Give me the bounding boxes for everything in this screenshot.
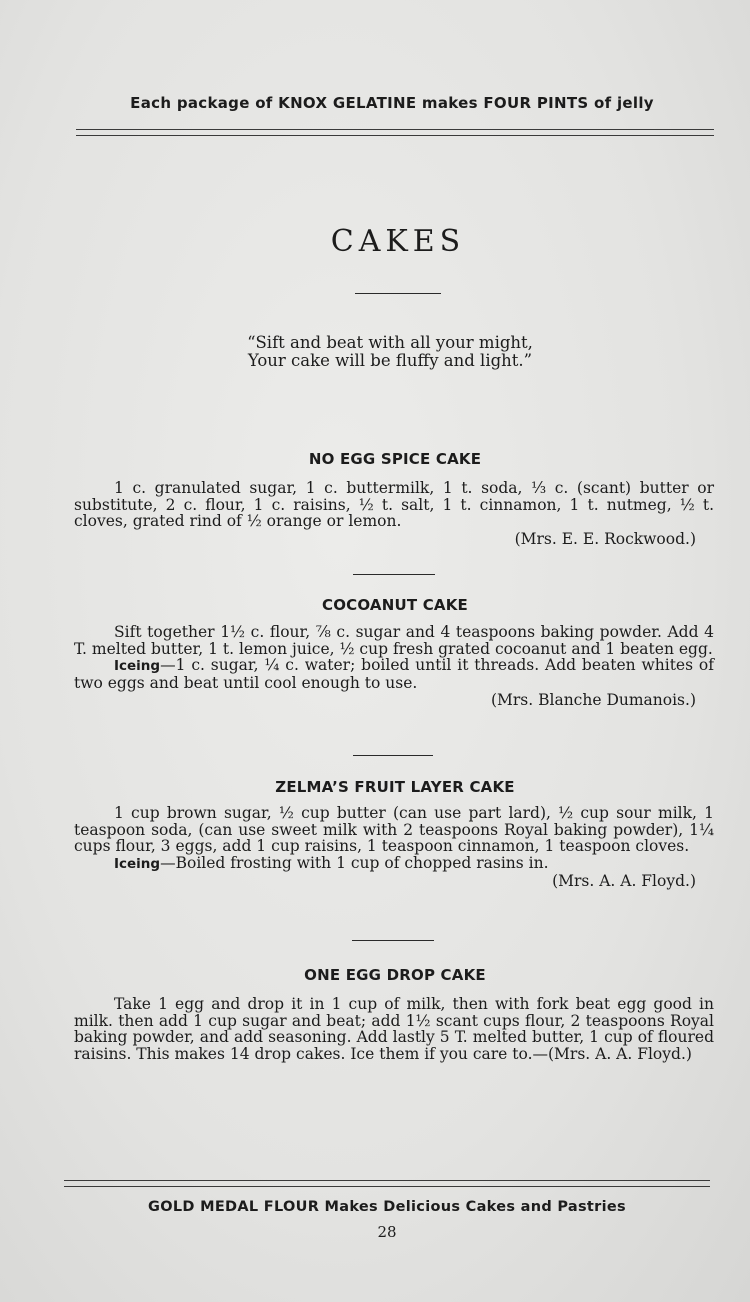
recipe-divider [352,940,434,941]
recipe-credit: (Mrs. E. E. Rockwood.) [514,529,696,548]
recipe-credit: (Mrs. A. A. Floyd.) [552,872,696,890]
page-number: 28 [377,1223,397,1241]
page-header: Each package of KNOX GELATINE makes FOUR PINTS of jelly [130,94,654,112]
header-double-rule [76,129,714,136]
recipe-ingredients: 1 c. granulated sugar, 1 c. buttermilk, 1 t. soda, ⅓ c. (scant) butter or substitute, 2 c. flour, 1 c. raisins, ½ t. salt, 1 t. cinnamon, 1 t. nutmeg, ½ t. cloves, grated rind of ½ orange or lemon. [74,479,714,530]
recipe-title-zelmas-fruit-layer-cake: ZELMA’S FRUIT LAYER CAKE [275,778,515,796]
recipe-body-one-egg-drop-cake [74,996,714,1062]
title-divider [355,293,441,294]
recipe-divider [353,574,435,575]
icing-text: —Boiled frosting with 1 cup of chopped rasins in. [160,853,549,872]
recipe-title-one-egg-drop-cake: ONE EGG DROP CAKE [304,966,486,984]
icing-label: Iceing [114,855,161,872]
recipe-title-cocoanut-cake: COCOANUT CAKE [321,596,468,614]
recipe-credit: (Mrs. Blanche Dumanois.) [490,691,696,709]
section-title: CAKES [330,224,466,259]
recipe-ingredients: 1 cup brown sugar, ½ cup butter (can use part lard), ½ cup sour milk, 1 teaspoon soda, (can use sweet milk with 2 teaspoons Royal baking powder), 1¼ cups flour, 3 eggs, add 1 cup raisins, 1 teaspoon cinnamon, 1 teaspoon cloves. [74,804,714,855]
quote-line-2: Your cake will be fluffy and light.” [247,351,533,370]
epigraph-quote [100,334,680,370]
recipe-body-zelmas-fruit-layer-cake [74,805,714,890]
recipe-ingredients: Take 1 egg and drop it in 1 cup of milk, then with fork beat egg good in milk. then add 1 cup sugar and beat; add 1½ scant cups flour, 2 teaspoons Royal baking powder, and add seasoning. Add lastly 5 T. melted butter, 1 cup of floured raisins. This makes 14 drop cakes. Ice them if you care to.—(Mrs. A. A. Floyd.) [74,995,714,1063]
icing-paragraph [74,855,714,873]
recipe-divider [353,755,433,756]
quote-line-1: “Sift and beat with all your might, [247,333,533,352]
recipe-title-no-egg-spice-cake: NO EGG SPICE CAKE [308,450,482,468]
page-footer: GOLD MEDAL FLOUR Makes Delicious Cakes and Pastries [148,1199,626,1215]
icing-paragraph [74,657,714,691]
recipe-ingredients: Sift together 1½ c. flour, ⅞ c. sugar and 4 teaspoons baking powder. Add 4 T. melted butter, 1 t. lemon juice, ½ cup fresh grated cocoanut and 1 beaten egg. [74,623,714,658]
recipe-body-cocoanut-cake [74,624,714,709]
icing-label: Iceing [114,658,161,674]
recipe-body-no-egg-spice-cake [74,480,714,547]
footer-double-rule [64,1180,710,1187]
icing-text: —1 c. sugar, ¼ c. water; boiled until it threads. Add beaten whites of two eggs and beat until cool enough to use. [74,656,714,692]
